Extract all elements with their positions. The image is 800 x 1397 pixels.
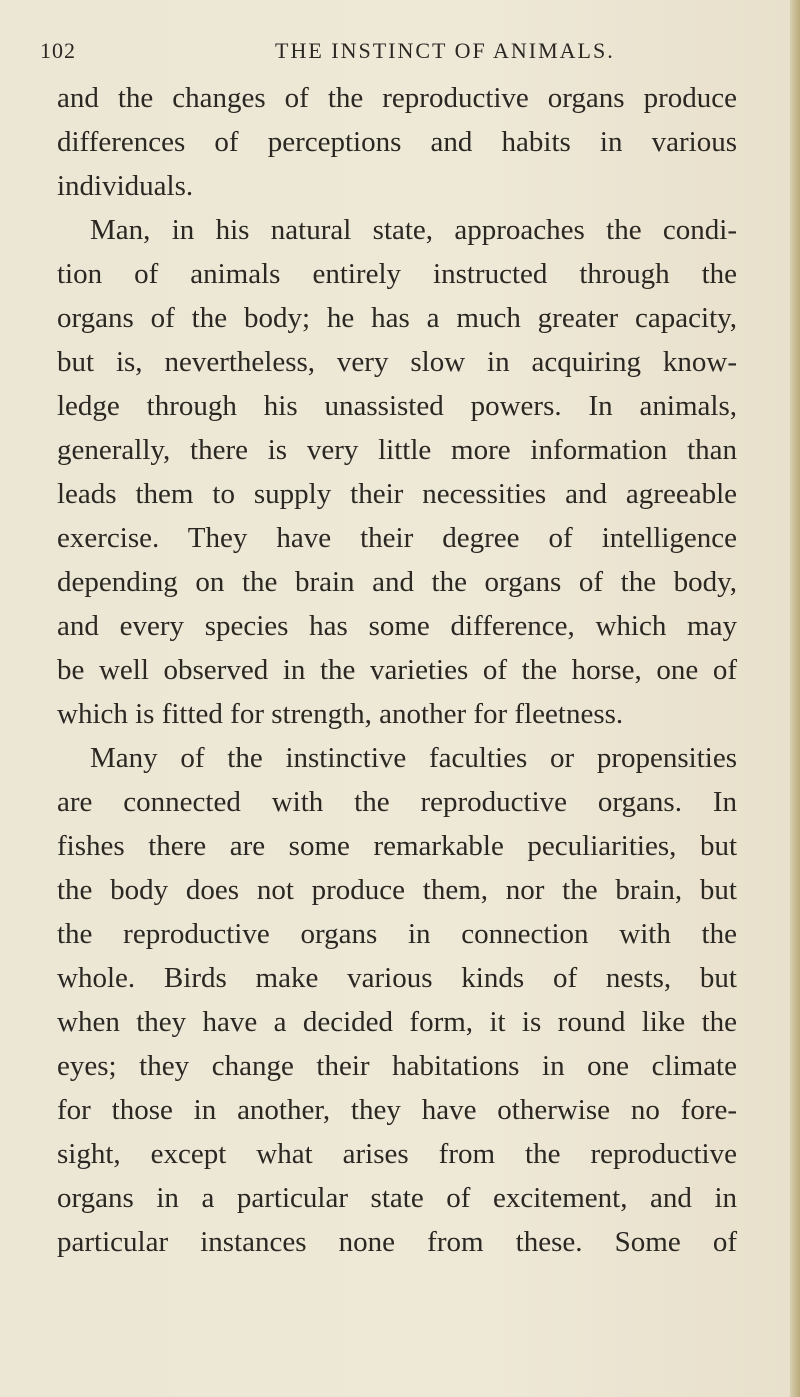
text-line: the body does not produce them, nor the brain, but bbox=[57, 874, 737, 906]
text-line: ledge through his unassisted powers. In animals, bbox=[57, 390, 737, 422]
text-line: eyes; they change their habitations in one climate bbox=[57, 1050, 737, 1082]
text-line: are connected with the reproductive organs. In bbox=[57, 786, 737, 818]
text-line: the reproductive organs in connection with the bbox=[57, 918, 737, 950]
text-line: individuals. bbox=[57, 170, 194, 202]
text-line: generally, there is very little more information than bbox=[57, 434, 737, 466]
text-line: which is fitted for strength, another for fleetness. bbox=[57, 698, 624, 730]
text-line: organs of the body; he has a much greater capacity, bbox=[57, 302, 737, 334]
text-line: tion of animals entirely instructed through the bbox=[57, 258, 737, 290]
text-line: whole. Birds make various kinds of nests, but bbox=[57, 962, 737, 994]
page-header bbox=[40, 38, 760, 78]
text-line: exercise. They have their degree of intelligence bbox=[57, 522, 737, 554]
text-line: particular instances none from these. Some of bbox=[57, 1226, 737, 1258]
page-edge bbox=[790, 0, 800, 1397]
text-line: and every species has some difference, which may bbox=[57, 610, 737, 642]
text-line: depending on the brain and the organs of the body, bbox=[57, 566, 737, 598]
text-line: sight, except what arises from the reproductive bbox=[57, 1138, 737, 1170]
text-line: leads them to supply their necessities and agreeable bbox=[57, 478, 737, 510]
text-line: but is, nevertheless, very slow in acquiring know- bbox=[57, 346, 737, 378]
text-line: differences of perceptions and habits in various bbox=[57, 126, 737, 158]
text-line: for those in another, they have otherwise no fore- bbox=[57, 1094, 737, 1126]
page-number: 102 bbox=[40, 38, 76, 63]
text-line: be well observed in the varieties of the horse, one of bbox=[57, 654, 737, 686]
text-line: organs in a particular state of excitement, and in bbox=[57, 1182, 737, 1214]
text-line: Many of the instinctive faculties or propensities bbox=[90, 742, 737, 774]
text-line: and the changes of the reproductive organs produce bbox=[57, 82, 737, 114]
text-line: when they have a decided form, it is round like the bbox=[57, 1006, 737, 1038]
text-line: fishes there are some remarkable peculiarities, but bbox=[57, 830, 737, 862]
text-line: Man, in his natural state, approaches the condi- bbox=[90, 214, 737, 246]
running-head: THE INSTINCT OF ANIMALS. bbox=[275, 38, 615, 63]
